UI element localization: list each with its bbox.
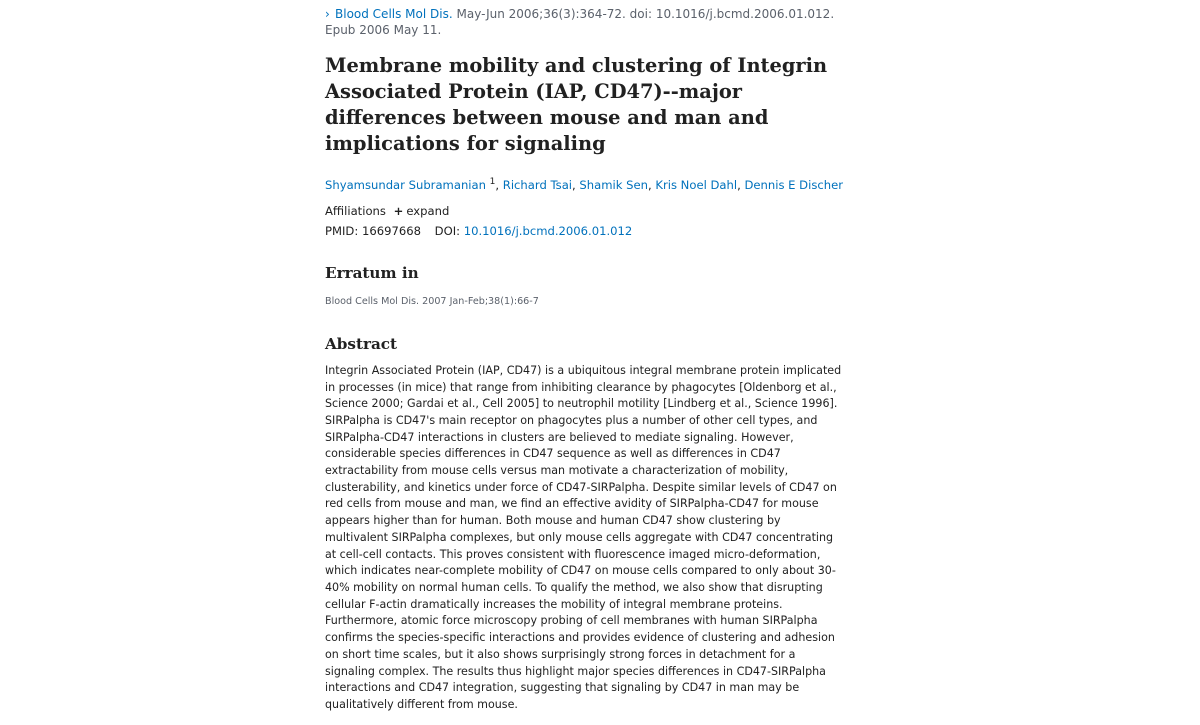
abstract-heading: Abstract bbox=[325, 334, 398, 353]
article-page bbox=[325, 0, 845, 725]
author-separator: , bbox=[647, 177, 656, 192]
chevron-right-icon[interactable]: › bbox=[325, 7, 330, 21]
author-separator: , bbox=[495, 177, 503, 192]
pmid-label: PMID: bbox=[325, 223, 359, 238]
doi-label: DOI: bbox=[434, 223, 461, 238]
affiliations-label: Affiliations bbox=[325, 203, 386, 218]
affiliations-row bbox=[325, 203, 845, 219]
citation-line bbox=[325, 6, 845, 38]
abstract-text: Integrin Associated Protein (IAP, CD47) is a ubiquitous integral membrane protein implicated in processes (in mice) that range from inhibiting clearance by phagocytes [Oldenborg et al., Science 2000; Gardai et al., Cell 2005] to neutrophil motility [Lindberg et al., Science 1996]. SIRPalpha is CD47's main receptor on phagocytes plus a number of other cell types, and SIRPalpha-CD47 interactions in clusters are believed to mediate signaling. However, considerable species differences in CD47 sequence as well as differences in CD47 extractability from mouse cells versus man motivate a characterization of mobility, clusterability, and kinetics under force of CD47-SIRPalpha. Despite similar levels of CD47 on red cells from mouse and man, we find an effective avidity of SIRPalpha-CD47 for mouse appears higher than for human. Both mouse and human CD47 show clustering by multivalent SIRPalpha complexes, but only mouse cells aggregate with CD47 concentrating at cell-cell contacts. This proves consistent with fluorescence imaged micro-deformation, which indicates near-complete mobility of CD47 on mouse cells compared to only about 30-40% mobility on normal human cells. To qualify the method, we also show that disrupting cellular F-actin dramatically increases the mobility of integral membrane proteins. Furthermore, atomic force microscopy probing of cell membranes with human SIRPalpha confirms the species-specific interactions and provides evidence of clustering and adhesion on short time scales, but it also shows surprisingly strong forces in detachment for a signaling complex. The results thus highlight major species differences in CD47-SIRPalpha interactions and CD47 integration, suggesting that signaling by CD47 in man may be qualitatively different from mouse. bbox=[325, 363, 842, 711]
citation-details: May-Jun 2006;36(3):364-72. doi: 10.1016/j.bcmd.2006.01.012. bbox=[452, 7, 835, 21]
author-list bbox=[325, 174, 845, 193]
author-separator: , bbox=[737, 177, 745, 192]
journal-link[interactable]: Blood Cells Mol Dis. bbox=[335, 7, 453, 21]
author-link[interactable]: Shyamsundar Subramanian bbox=[325, 177, 486, 192]
author-link[interactable]: Richard Tsai bbox=[502, 177, 573, 192]
expand-affiliations-button[interactable] bbox=[394, 204, 450, 218]
epub-date: Epub 2006 May 11. bbox=[325, 23, 442, 37]
pmid-value: 16697668 bbox=[361, 223, 421, 238]
erratum-heading: Erratum in bbox=[325, 263, 419, 282]
article-title: Membrane mobility and clustering of Integrin Associated Protein (IAP, CD47)--major differences between mouse and man and implications for signaling bbox=[325, 54, 828, 155]
author-link[interactable]: Kris Noel Dahl bbox=[655, 177, 738, 192]
author-link[interactable]: Dennis E Discher bbox=[744, 177, 843, 192]
author-separator: , bbox=[572, 177, 580, 192]
identifiers-row bbox=[325, 223, 845, 239]
plus-icon: + bbox=[393, 203, 404, 218]
affiliation-number[interactable]: 1 bbox=[489, 177, 496, 187]
author-link[interactable]: Shamik Sen bbox=[579, 177, 648, 192]
expand-label: expand bbox=[406, 203, 450, 218]
erratum-citation[interactable]: Blood Cells Mol Dis. 2007 Jan-Feb;38(1):66-7 bbox=[325, 295, 539, 307]
doi-link[interactable]: 10.1016/j.bcmd.2006.01.012 bbox=[463, 223, 633, 238]
